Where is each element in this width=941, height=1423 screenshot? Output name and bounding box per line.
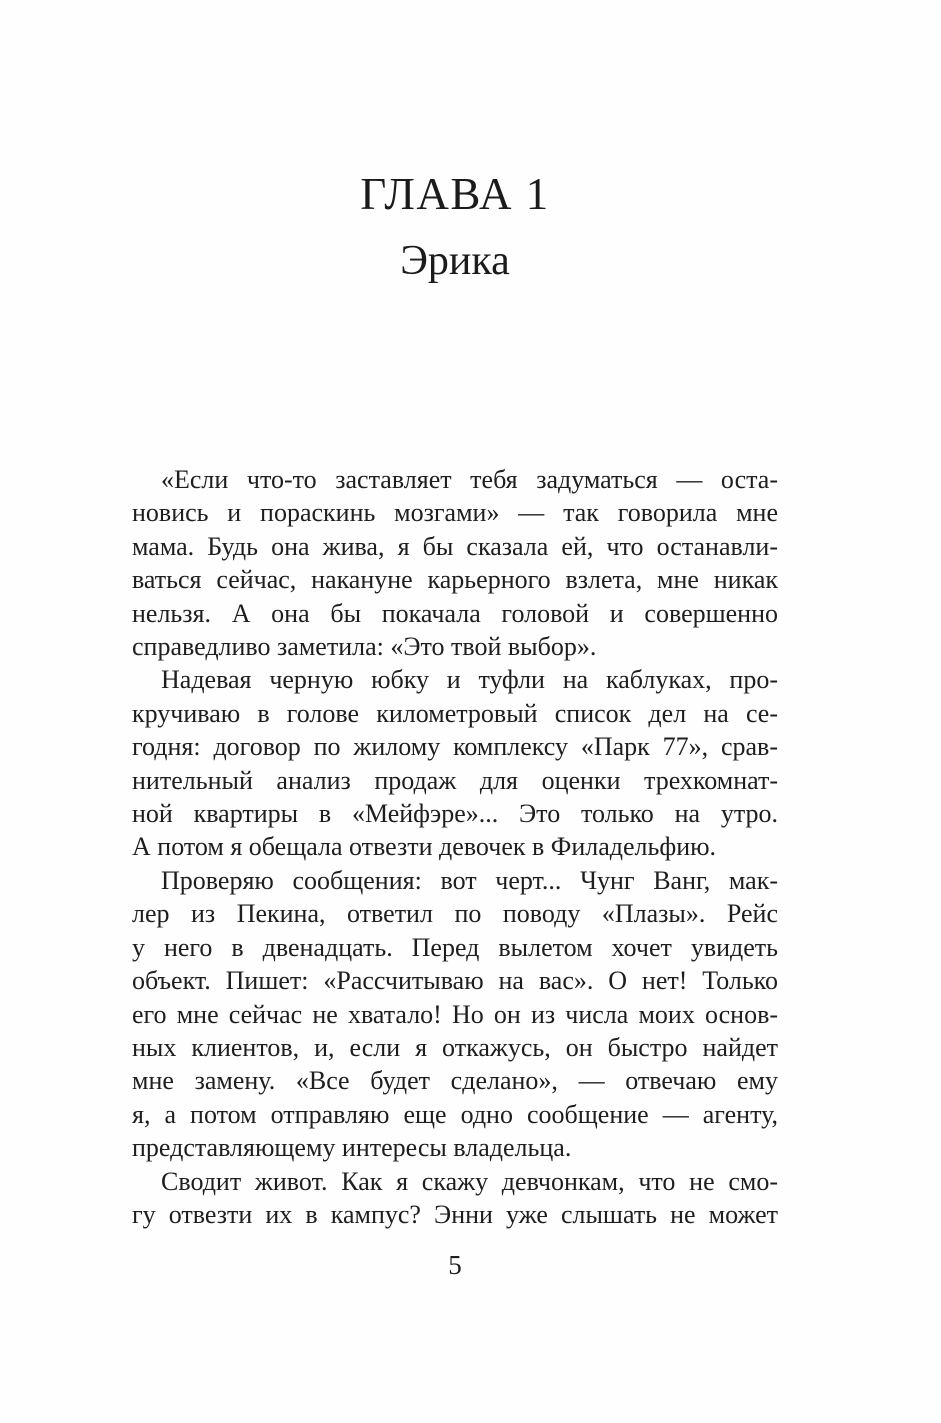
paragraph xyxy=(132,663,778,863)
text-line: «Если что-то заставляет тебя задуматься — оста- xyxy=(161,465,778,494)
text-line: мне замену. «Все будет сделано», — отвечаю ему xyxy=(132,1066,778,1096)
text-line: справедливо заметила: «Это твой выбор». xyxy=(132,632,597,662)
text-line: представляющему интересы владельца. xyxy=(132,1133,572,1163)
text-line: ных клиентов, и, если я откажусь, он быстро найдет xyxy=(132,1032,778,1062)
text-line: Проверяю сообщения: вот черт... Чунг Ванг, мак- xyxy=(161,865,778,895)
text-line: кручиваю в голове километровый список дел на се- xyxy=(132,698,778,728)
text-line: нительный анализ продаж для оценки трехкомнат- xyxy=(132,765,778,795)
text-line: А потом я обещала отвезти девочек в Филадельфию. xyxy=(132,832,717,862)
chapter-subtitle: Эрика xyxy=(400,238,510,284)
text-line: годня: договор по жилому комплексу «Парк 77», срав- xyxy=(132,732,778,762)
text-line: Надевая черную юбку и туфли на каблуках, про- xyxy=(161,665,778,695)
text-line: Сводит живот. Как я скажу девчонкам, что не смо- xyxy=(161,1166,778,1196)
text-line: я, а потом отправляю еще одно сообщение — агенту, xyxy=(132,1099,778,1129)
text-line: у него в двенадцать. Перед вылетом хочет увидеть xyxy=(132,932,778,962)
page-number: 5 xyxy=(448,1250,462,1280)
body-text xyxy=(132,463,778,1231)
paragraph xyxy=(132,463,778,663)
text-line: его мне сейчас не хватало! Но он из числа моих основ- xyxy=(132,999,778,1029)
text-line: новись и пораскинь мозгами» — так говорила мне xyxy=(132,498,778,528)
text-line: ной квартиры в «Мейфэре»... Это только на утро. xyxy=(132,799,778,829)
chapter-heading: ГЛАВА 1 xyxy=(360,169,550,219)
paragraph xyxy=(132,864,778,1165)
text-line: нельзя. А она бы покачала головой и совершенно xyxy=(132,598,778,628)
text-line: лер из Пекина, ответил по поводу «Плазы». Рейс xyxy=(132,899,778,929)
text-line: ваться сейчас, накануне карьерного взлета, мне никак xyxy=(132,565,778,595)
text-line: мама. Будь она жива, я бы сказала ей, что останавли- xyxy=(132,531,778,561)
text-line: объект. Пишет: «Рассчитываю на вас». О нет! Только xyxy=(132,966,778,996)
paragraph xyxy=(132,1165,778,1232)
text-line: гу отвезти их в кампус? Энни уже слышать не может xyxy=(132,1199,778,1229)
